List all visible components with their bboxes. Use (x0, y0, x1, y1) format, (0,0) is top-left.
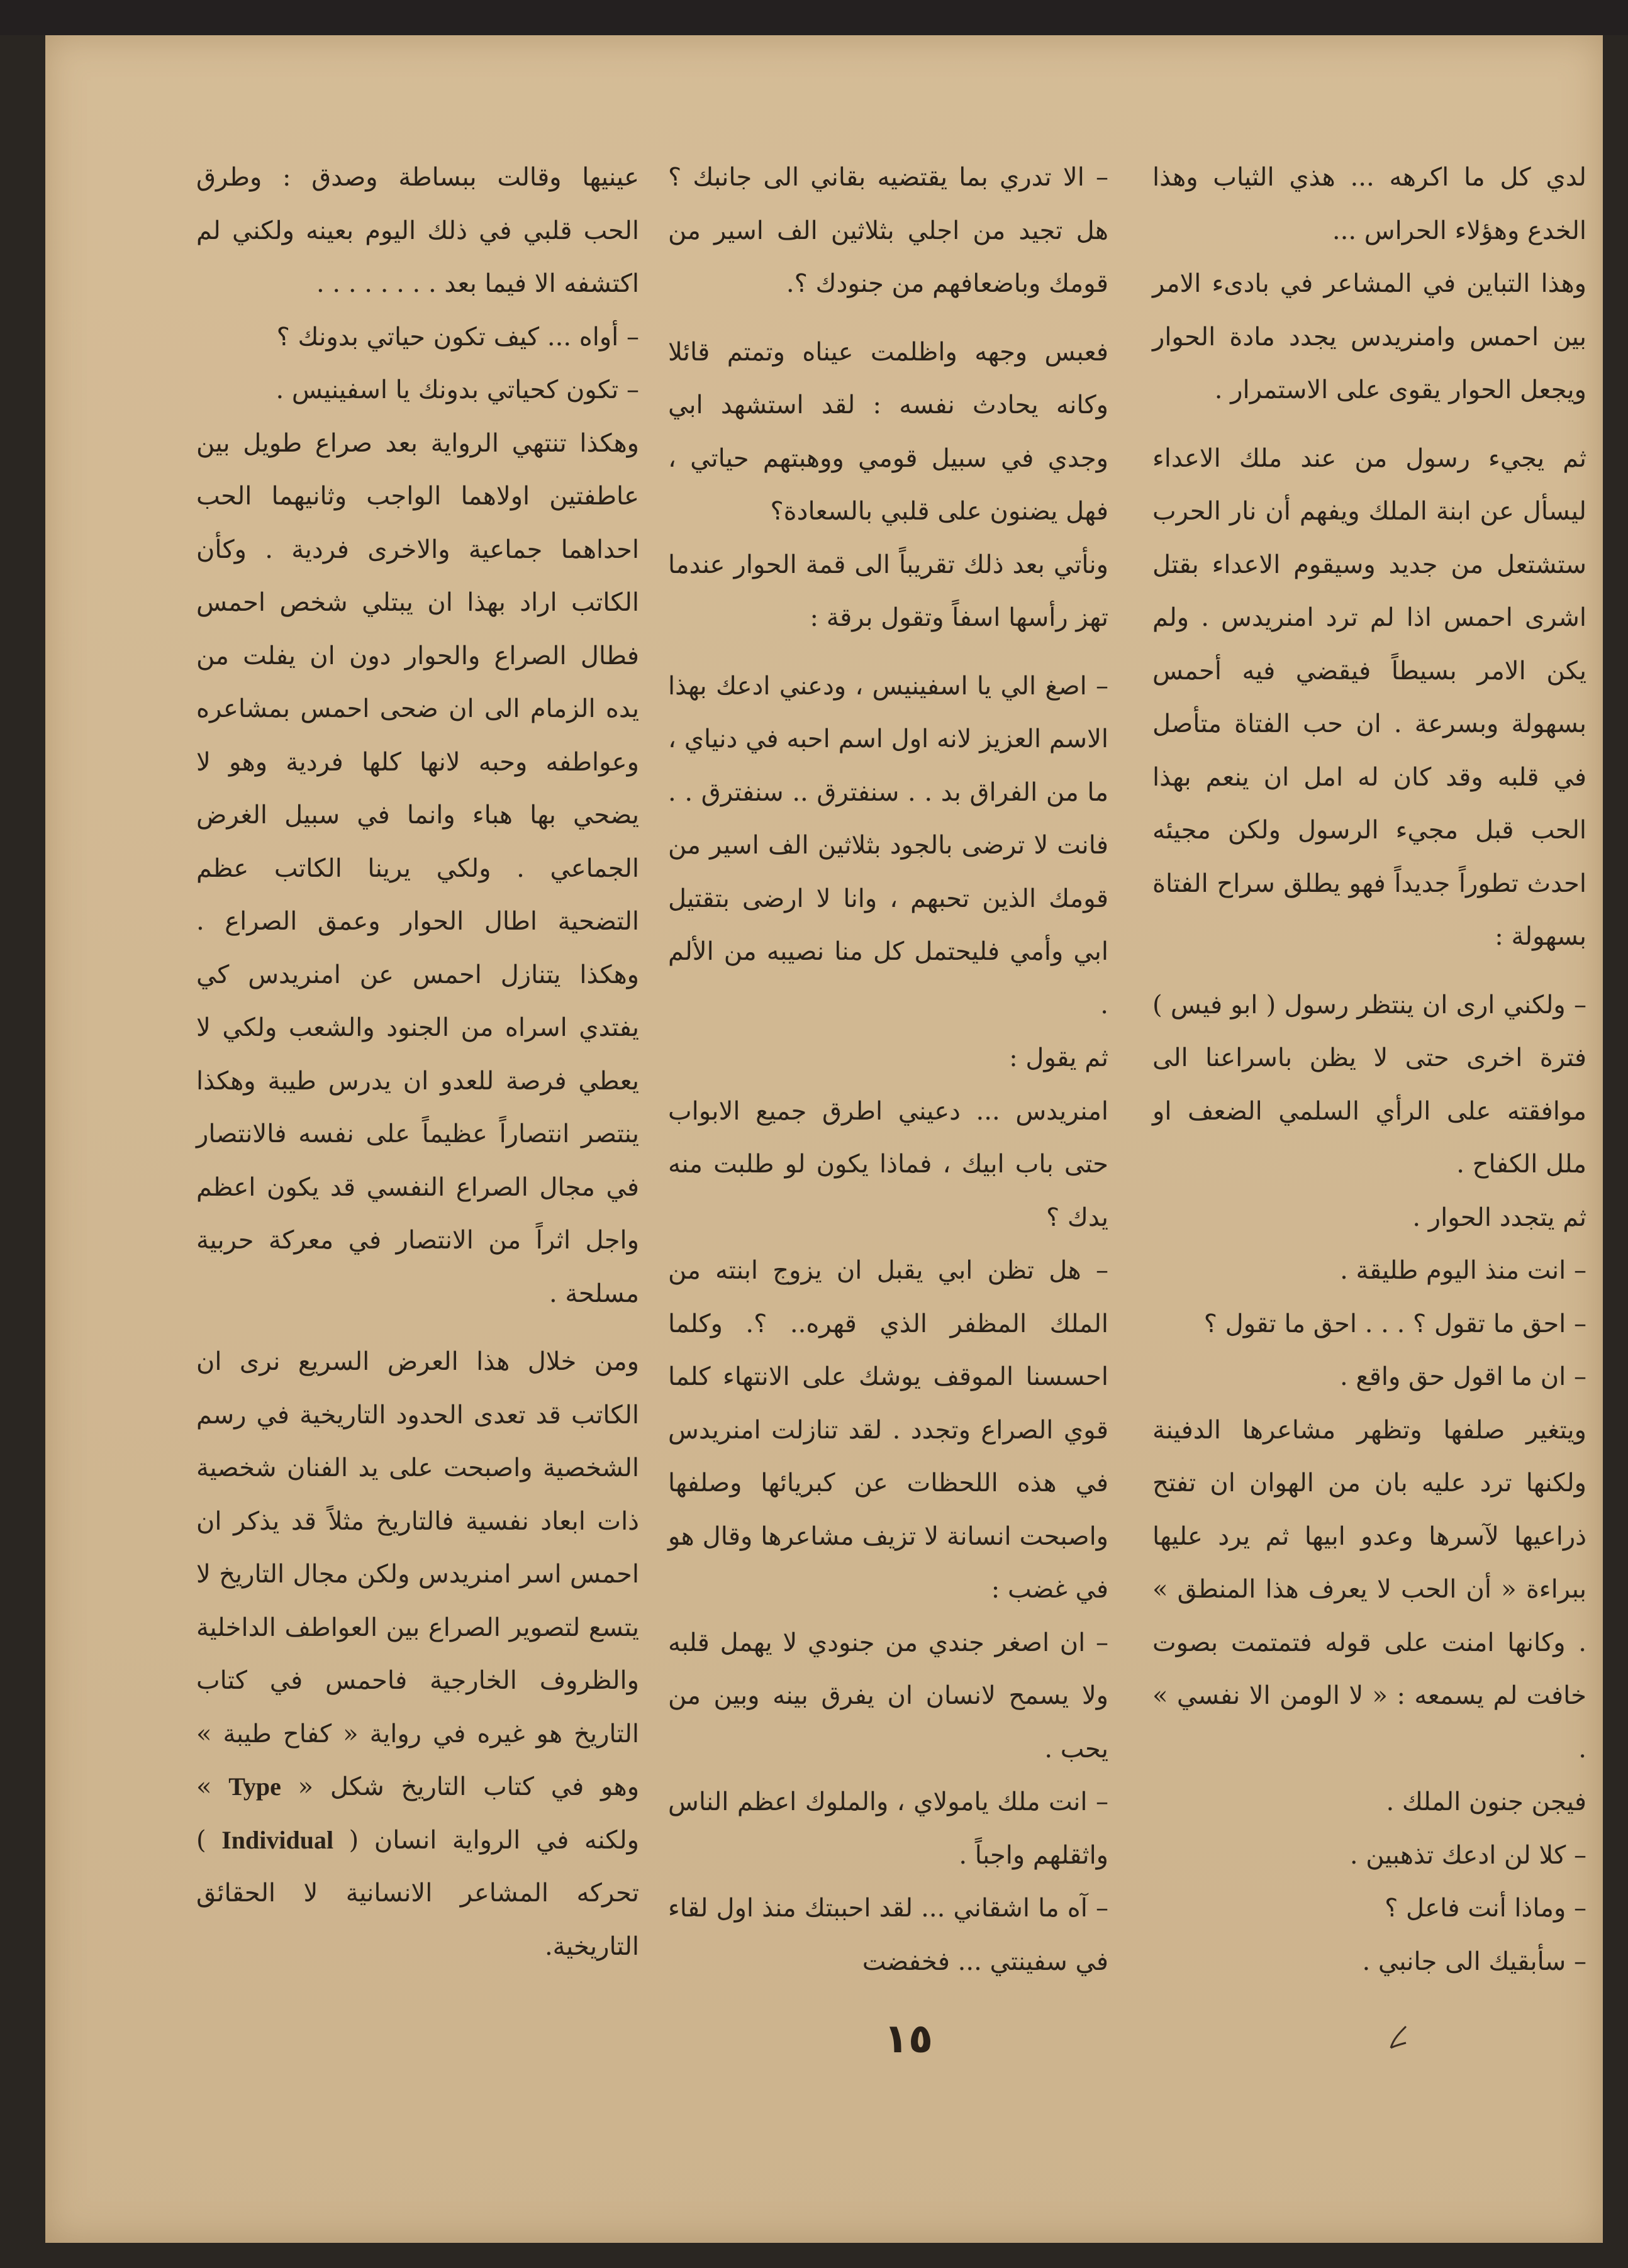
scan-background-strip (0, 0, 1628, 35)
paragraph: ويتغير صلفها وتظهر مشاعرها الدفينة ولكنها ترد عليه بان من الهوان ان تفتح ذراعيها لآسرها وعدو ابيها ثم يرد عليها ببراءة « أن الحب لا يعرف هذا المنطق » . وكانها امنت على قوله فتمتمت بصوت خافت لم يسمعه : « لا الومن الا نفسي » . (1152, 1415, 1586, 1764)
page-number: ١٥ (883, 2016, 934, 2062)
paragraph: فيجن جنون الملك . (1386, 1787, 1586, 1816)
paragraph: – انت ملك يامولاي ، والملوك اعظم الناس واثقلهم واجباً . (668, 1787, 1108, 1870)
text-run: ومن خلال هذا العرض السريع نرى ان الكاتب قد تعدى الحدود التاريخية في رسم الشخصية واصبحت على يد الفنان شخصية ذات ابعاد نفسية فالتاريخ مثلاً قد يذكر ان احمس اسر امنريدس ولكن مجال التاريخ لا يتسع لتصوير الصراع بين العواطف الداخلية والظروف الخارجية فاحمس في كتاب التاريخ هو غيره في رواية « كفاح طيبة » وهو في كتاب التاريخ (196, 1347, 640, 1801)
text-run: » ولكنه في الرواية انسان ( (196, 1772, 639, 1855)
paragraph: – ان ما اقول حق واقع . (1340, 1362, 1586, 1391)
column-left (196, 151, 639, 2013)
paragraph: – هل تظن ابي يقبل ان يزوج ابنته من الملك المظفر الذي قهره.. ؟. وكلما احسسنا الموقف يوشك على الانتهاء كلما قوي الصراع وتجدد . لقد تنازلت امنريدس في هذه اللحظات عن كبريائها وصلفها واصبحت انسانة لا تزيف مشاعرها وقال هو في غضب : (668, 1256, 1108, 1604)
column-middle (668, 151, 1108, 2013)
paragraph: – ان اصغر جندي من جنودي لا يهمل قلبه ولا يسمح لانسان ان يفرق بينه وبين من يحب . (668, 1628, 1109, 1764)
paragraph: – آه ما اشقاني ... لقد احببتك منذ اول لقاء في سفينتي ... فخفضت (668, 1894, 1108, 1976)
text-run: شكل « (298, 1772, 384, 1801)
paragraph: ثم يجيء رسول من عند ملك الاعداء ليسأل عن ابنة الملك ويفهم أن نار الحرب ستشتعل من جديد وسيقوم الاعداء بقتل اشرى احمس اذا لم ترد امنريدس . ولم يكن الامر بسيطاً فيقضي فيه أحمس بسهولة وبسرعة . ان حب الفتاة متأصل في قلبه وقد كان له امل ان ينعم بهذا الحب قبل مجيء الرسول ولكن مجيئه احدث تطوراً جديداً فهو يطلق سراح الفتاة بسهولة : (1152, 443, 1586, 951)
text-run: ) تحركه المشاعر الانسانية لا الحقائق التاريخية. (196, 1825, 639, 1961)
paragraph: – اصغ الي يا اسفينيس ، ودعني ادعك بهذا الاسم العزيز لانه اول اسم احبه في دنياي ، ما من الفراق بد . . سنفترق .. سنفترق . . فانت لا ترضى بالجود بثلاثين الف اسير من قومك الذين تحبهم ، وانا لا ارضى بتقتيل ابي وأمي فليحتمل كل منا نصيبه من الألم . (668, 671, 1108, 1020)
paragraph: لدي كل ما اكرهه ... هذي الثياب وهذا الخدع وهؤلاء الحراس ... (1152, 163, 1586, 245)
paragraph: – احق ما تقول ؟ . . . احق ما تقول ؟ (1203, 1309, 1586, 1338)
paragraph: امنريدس ... دعيني اطرق جميع الابواب حتى باب ابيك ، فماذا يكون لو طلبت منه يدك ؟ (668, 1096, 1108, 1232)
paragraph-with-latin-terms (196, 1335, 639, 1973)
paragraph: ثم يقول : (1009, 1043, 1108, 1072)
pen-mark-icon (1387, 2024, 1412, 2052)
paragraph: – وماذا أنت فاعل ؟ (1385, 1894, 1586, 1923)
column-right (1152, 151, 1586, 2013)
paragraph: – كلا لن ادعك تذهبين . (1349, 1840, 1586, 1870)
paragraph: – الا تدري بما يقتضيه بقاني الى جانبك ؟ هل تجيد من اجلي بثلاثين الف اسير من قومك وباضعافهم من جنودك ؟. (668, 163, 1109, 298)
paragraph: ونأتي بعد ذلك تقريباً الى قمة الحوار عندما تهز رأسها اسفاً وتقول برقة : (668, 550, 1108, 632)
paragraph: – ولكني ارى ان ينتظر رسول ( ابو فيس ) فترة اخرى حتى لا يظن باسراعنا الى موافقته على الرأي السلمي الضعف او ملل الكفاح . (1152, 990, 1586, 1179)
latin-term-individual: Individual (221, 1825, 334, 1854)
paragraph: وهذا التباين في المشاعر في بادىء الامر بين احمس وامنريدس يجدد مادة الحوار ويجعل الحوار يقوى على الاستمرار . (1152, 269, 1586, 404)
paragraph: ثم يتجدد الحوار . (1412, 1203, 1586, 1232)
latin-term-type: Type (228, 1772, 281, 1801)
paragraph: عينيها وقالت ببساطة وصدق : وطرق الحب قلبي في ذلك اليوم بعينه ولكني لم اكتشفه الا فيما بعد . . . . . . . . (196, 163, 639, 298)
paragraph: – تكون كحياتي بدونك يا اسفينيس . (276, 375, 639, 404)
paragraph: وهكذا تنتهي الرواية بعد صراع طويل بين عاطفتين اولاهما الواجب وثانيهما الحب احداهما جماعية والاخرى فردية . وكأن الكاتب اراد بهذا ان يبتلي شخص احمس فطال الصراع والحوار دون ان يفلت من يده الزمام الى ان ضحى احمس بمشاعره وعواطفه وحبه لانها كلها فردية وهو لا يضحي بها هباء وانما في سبيل الغرض الجماعي . ولكي يرينا الكاتب عظم التضحية اطال الحوار وعمق الصراع . وهكذا يتنازل احمس عن امنريدس كي يفتدي اسراه من الجنود والشعب ولكي لا يعطي فرصة للعدو ان يدرس طيبة وهكذا ينتصر انتصاراً عظيماً على نفسه فالانتصار في مجال الصراع النفسي قد يكون اعظم واجل اثراً من الانتصار في معركة حربية مسلحة . (196, 428, 639, 1308)
paragraph: فعبس وجهه واظلمت عيناه وتمتم قائلا وكانه يحادث نفسه : لقد استشهد ابي وجدي في سبيل قومي ووهبتهم حياتي ، فهل يضنون على قلبي بالسعادة؟ (668, 337, 1108, 526)
paragraph: – أواه ... كيف تكون حياتي بدونك ؟ (276, 322, 639, 352)
paragraph: – انت منذ اليوم طليقة . (1340, 1256, 1586, 1285)
paragraph: – سأبقيك الى جانبي . (1362, 1947, 1586, 1976)
